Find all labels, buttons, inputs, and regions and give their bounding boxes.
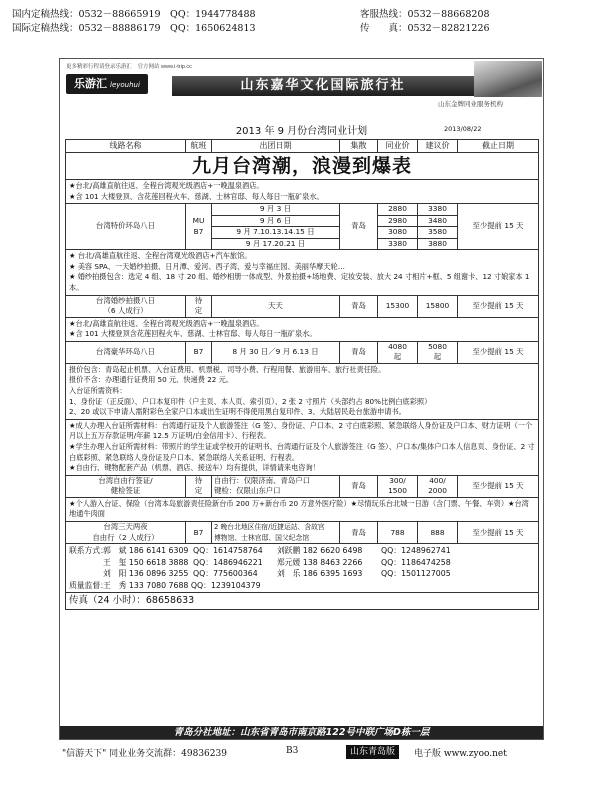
header-depart: 集散 xyxy=(340,140,378,153)
tour1-peer: 2880 xyxy=(378,204,418,216)
tour1-suggest: 3380 xyxy=(418,204,458,216)
international-hotline: 国际定稿热线：0532－88886179 QQ：1650624813 xyxy=(12,23,256,34)
tour2-features: ★ 台北/高雄直航往返、全程台湾观光级酒店+汽车旅馆。 ★ 美容 SPA、一天婚纱拍摄、日月潭、爱河、西子湾、爱与幸福庄园、美丽华摩天轮… ★ 婚纱拍摄包含：选定 4 组、18 寸 20 组、婚纱相册一体成型、外景拍摄+场地费、定妆安装、放大 24 寸相片+框、5 组谢卡、12 寸娘家本 1 本。 xyxy=(66,250,539,295)
banner-caption: 山东金牌同业服务机构 xyxy=(438,100,503,108)
tour4-date: 自由行：仅限济南、青岛户口 键检：仅限山东户口 xyxy=(212,475,340,497)
tour1-name: 台湾特价环岛八日 xyxy=(66,204,186,250)
tour1-date: 9 月 7.10.13.14.15 日 xyxy=(212,227,340,239)
web-edition-link[interactable]: 电子版 www.zyoo.net xyxy=(414,749,507,759)
tour1-date: 9 月 3 日 xyxy=(212,204,340,216)
tour1-features: ★台北/高雄直航往返、全程台湾观光级酒店+一晚温泉酒店。 ★含 101 大楼登顶、含花莲回程火车、慈湖、士林官邸、每人每日一瓶矿泉水。 xyxy=(66,180,539,204)
tour1-peer: 2980 xyxy=(378,215,418,227)
branch-address: 青岛分社地址：山东省青岛市南京路122号中联广场D栋一层 xyxy=(60,726,543,739)
banner-photo xyxy=(474,61,542,97)
tour3-date: 8 月 30 日／9 月 6.13 日 xyxy=(212,341,340,363)
tour2-peer: 15300 xyxy=(378,295,418,317)
tour4-peer: 300/ 1500 xyxy=(378,475,418,497)
tour1-flight: MU B7 xyxy=(186,204,212,250)
agency-banner xyxy=(60,59,543,111)
tour1-suggest: 3580 xyxy=(418,227,458,239)
tour1-date: 9 月 17.20.21 日 xyxy=(212,238,340,250)
tour4-deadline: 至少提前 15 天 xyxy=(458,475,539,497)
tour2-date: 天天 xyxy=(212,295,340,317)
tour3-suggest: 5080 起 xyxy=(418,341,458,363)
list-item: 王 玺 150 6618 3888 QQ：1486946221 郑元媛 138 8463 2266 QQ：1186474258 xyxy=(103,557,451,567)
domestic-hotline: 国内定稿热线：0532－88665919 QQ：1944778488 xyxy=(12,9,256,20)
tour-table xyxy=(65,139,539,610)
tour4-depart: 青岛 xyxy=(340,475,378,497)
plan-title: 2013 年 9 月份台湾同业计划 xyxy=(235,126,368,137)
tour1-suggest: 3880 xyxy=(418,238,458,250)
tour5-name: 台湾三天两夜 自由行（2 人成行） xyxy=(66,522,186,544)
promo-headline: 九月台湾潮，浪漫到爆表 xyxy=(66,153,539,180)
tour1-peer: 3380 xyxy=(378,238,418,250)
list-item: 联系方式： 郭 斌 186 6141 6309 QQ：1614758764 刘跃鹏 182 6620 6498 QQ：1248962741 xyxy=(69,546,451,556)
header-flight: 航班 xyxy=(186,140,212,153)
tour5-flight: B7 xyxy=(186,522,212,544)
tour2-suggest: 15800 xyxy=(418,295,458,317)
list-item: 刘 阳 136 0896 3255 QQ：775600364 刘 乐 186 6395 1693 QQ：1501127005 xyxy=(103,569,451,579)
table-row xyxy=(66,204,539,216)
header-deadline: 截止日期 xyxy=(458,140,539,153)
tour2-deadline: 至少提前 15 天 xyxy=(458,295,539,317)
contact-list xyxy=(66,544,539,593)
banner-slogan: 更多精彩行程请登录乐游汇 官方网站 www.i-trip.cc xyxy=(66,64,192,70)
edition-badge: 山东青岛版 xyxy=(346,745,399,759)
tour5-deadline: 至少提前 15 天 xyxy=(458,522,539,544)
agency-name: 山东嘉华文化国际旅行社 xyxy=(172,76,474,96)
tour1-deadline: 至少提前 15 天 xyxy=(458,204,539,250)
fax-24h: 传真（24 小时）：68658633 xyxy=(66,592,539,610)
tour1-peer: 3080 xyxy=(378,227,418,239)
tour3-deadline: 至少提前 15 天 xyxy=(458,341,539,363)
tour2-depart: 青岛 xyxy=(340,295,378,317)
table-row xyxy=(66,341,539,363)
tour4-suggest: 400/ 2000 xyxy=(418,475,458,497)
tour3-depart: 青岛 xyxy=(340,341,378,363)
quality-supervisor: 质量监督： 王 秀 133 7080 7688 QQ：1239104379 xyxy=(69,580,261,590)
table-header-row xyxy=(66,140,539,153)
tour1-suggest: 3480 xyxy=(418,215,458,227)
page-footer xyxy=(62,746,542,760)
tour2-flight: 待 定 xyxy=(186,295,212,317)
tour5-date: 2 晚台北地区住宿/近捷运站、含故宫 博物馆、士林官邸、国父纪念馆 xyxy=(212,522,340,544)
fax-number: 传 真：0532－82821226 xyxy=(360,23,490,34)
table-row xyxy=(66,295,539,317)
tour4-features: ★个人游入台证、保险（台湾本岛旅游责任险新台币 200 万+新台币 20 万意外医疗险）★尽情玩乐台北城一日游（含门票、午餐、车资）★台湾地通牛肉面 xyxy=(66,497,539,522)
tour3-features: ★台北/高雄直航往返、全程台湾观光级酒店+一晚温泉酒店。 ★含 101 大楼登顶含花莲回程火车、慈湖、士林官邸、每人每日一瓶矿泉水。 xyxy=(66,317,539,341)
header-suggest-price: 建议价 xyxy=(418,140,458,153)
tour5-suggest: 888 xyxy=(418,522,458,544)
service-hotline: 客服热线：0532－88668208 xyxy=(360,9,490,20)
header-peer-price: 同业价 xyxy=(378,140,418,153)
table-row xyxy=(66,475,539,497)
agency-logo: 乐游汇 leyouhui xyxy=(66,74,148,94)
plan-date: 2013/08/22 xyxy=(444,125,482,133)
tour4-flight: 待 定 xyxy=(186,475,212,497)
tour1-depart: 青岛 xyxy=(340,204,378,250)
tour3-name: 台湾豪华环岛八日 xyxy=(66,341,186,363)
page-number: B3 xyxy=(286,746,299,756)
price-notes: 报价包含：青岛起止机票、入台证费用、机票税、司导小费、行程用餐、旅游用车、旅行社责任险。 报价不含：办理通行证费用 50 元、快递费 22 元。 入台证所需资料： 1、身份证（正反面）、户口本复印件（户主页、本人页、索引页）、2 张 2 寸照片（头部约占 80%比例白底彩照） 2、20 或以下申请人需附彩色全家户口本或出生证明不得使用黑白复印件、3、大陆居民赴台旅游申请书。 xyxy=(66,363,539,419)
tour1-date: 9 月 6 日 xyxy=(212,215,340,227)
header-date: 出团日期 xyxy=(212,140,340,153)
chat-group: "信游天下" 同业业务交流群：49836239 xyxy=(62,749,227,759)
header-route: 线路名称 xyxy=(66,140,186,153)
tour2-name: 台湾婚纱拍摄八日 （6 人成行） xyxy=(66,295,186,317)
tour5-peer: 788 xyxy=(378,522,418,544)
table-row xyxy=(66,522,539,544)
tour5-depart: 青岛 xyxy=(340,522,378,544)
tour3-flight: B7 xyxy=(186,341,212,363)
tour4-name: 台湾自由行签证/ 健检签证 xyxy=(66,475,186,497)
tour3-peer: 4080 起 xyxy=(378,341,418,363)
visa-materials: ★成人办理入台证所需材料：台湾通行证及个人旅游签注（G 签）、身份证、户口本、2 寸白底彩照、紧急联络人身份证及户口本、财力证明（一个月以上五万存款证明/年薪 12.5 万证明/白金信用卡）、行程表。 ★学生办理入台证所需材料：带照片的学生证或学校开的证明书、台湾通行证及个人旅游签注（G 签）、户口本/集体户口本人信息页、身份证、2 寸白底彩照、紧急联络人身份证及户口本、紧急联络人关系证明、行程表。 ★自由行、键物配套产品（机票、酒店、接送车）均有提供，详情请来电咨询！ xyxy=(66,419,539,475)
advert-frame xyxy=(59,58,544,740)
